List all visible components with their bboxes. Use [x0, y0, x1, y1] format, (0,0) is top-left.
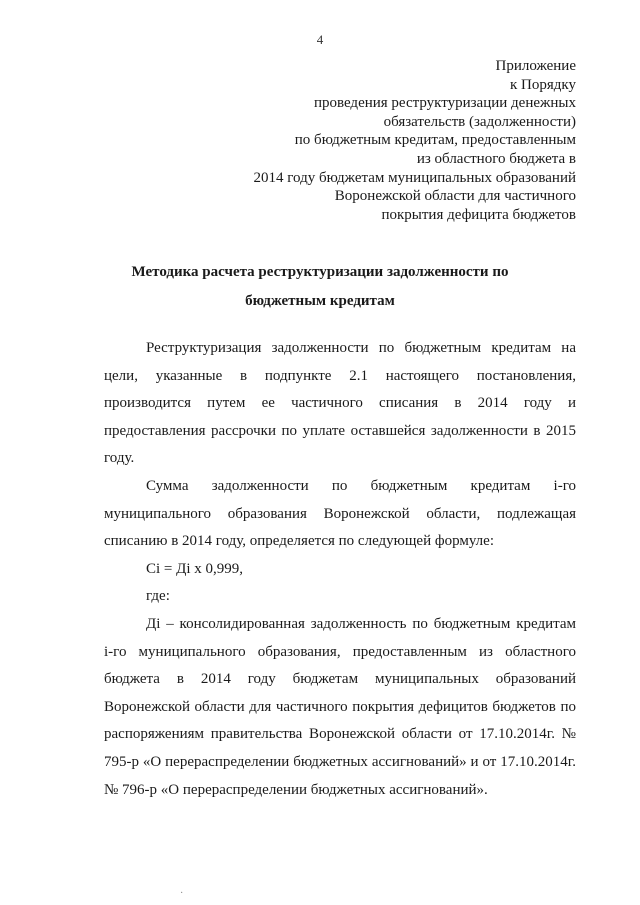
scan-mark: · — [180, 888, 184, 899]
appendix-line: по бюджетным кредитам, предоставленным — [294, 132, 576, 149]
appendix-header — [254, 57, 577, 224]
page-number: 4 — [316, 32, 324, 47]
paragraph-definition: Дi – консолидированная задолженность по бюджетным кредитам i-го муниципального образования, предоставленным из областного бюджета в 2014 году бюджетам муниципальных образований Воронежской области для частичного покрытия дефицитов бюджетов по распоряжениям правительства Воронежской области от 17.10.2014г. № 795-р «О перераспределении бюджетных ассигнований» и от 17.10.2014г. № 796-р «О перераспределении бюджетных ассигнований». — [104, 615, 576, 798]
appendix-line: 2014 году бюджетам муниципальных образований — [253, 169, 576, 186]
appendix-line: из областного бюджета в — [416, 150, 576, 167]
paragraph-restructuring: Реструктуризация задолженности по бюджетным кредитам на цели, указанные в подпункте 2.1 настоящего постановления, производится путем ее частичного списания в 2014 году и предоставления рассрочки по уплате оставшейся задолженности в 2015 году. — [104, 340, 576, 467]
formula: Сi = Дi х 0,999, — [146, 560, 244, 577]
appendix-line: покрытия дефицита бюджетов — [381, 206, 576, 223]
paragraph-debt-sum: Сумма задолженности по бюджетным кредитам i-го муниципального образования Воронежской области, подлежащая списанию в 2014 году, определяется по следующей формуле: — [104, 477, 576, 550]
appendix-line: обязательств (задолженности) — [383, 113, 576, 130]
appendix-line: Приложение — [495, 58, 576, 74]
title-line-1: Методика расчета реструктуризации задолженности по — [131, 264, 509, 280]
title-line-2: бюджетным кредитам — [245, 293, 395, 309]
appendix-line: Воронежской области для частичного — [334, 188, 576, 205]
appendix-line: проведения реструктуризации денежных — [313, 95, 576, 112]
formula-where: где: — [146, 588, 170, 605]
document-title — [0, 258, 640, 316]
appendix-line: к Порядку — [510, 76, 576, 93]
document-body — [104, 335, 576, 804]
